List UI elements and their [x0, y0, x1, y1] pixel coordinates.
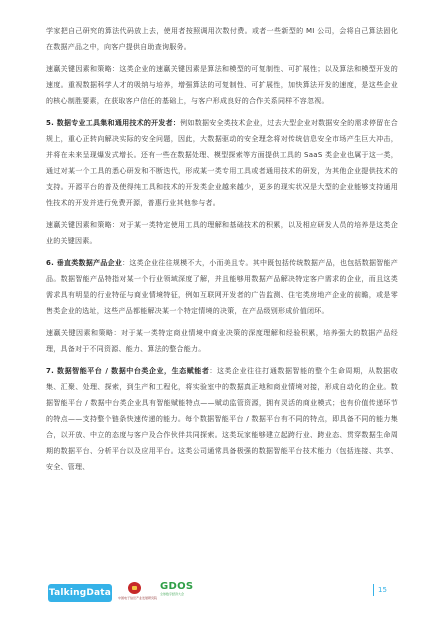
institute-logo-caption: 中国电子信息产业发展研究院	[118, 596, 158, 600]
paragraph-text: 速赢关键因素和策略：这类企业的速赢关键因素是算法和模型的可复制性、可扩展性；以及算法和模型开发的速度。重视数据科学人才的吸纳与培养，增强算法的可复制性、可扩展性，加快算法开发的速度，是这些企业的核心制胜要素，在获取客户信任的基础上，与客户形成良好的合作关系同样不容忽视。	[46, 65, 398, 105]
paragraph-1	[46, 23, 398, 55]
page-footer	[0, 576, 437, 620]
section-6-paragraph	[46, 255, 398, 319]
page-number: 15	[373, 584, 387, 596]
paragraph-text: 学家把自己研究的算法代码放上去，使用者按照调用次数付费。或者一些新型的 MI 公司，会将自己算法固化在数据产品之中，向客户提供自助查询服务。	[46, 27, 398, 51]
gdos-logo	[160, 581, 194, 607]
talkingdata-logo: TalkingData	[48, 584, 112, 602]
institute-emblem-icon	[128, 582, 141, 594]
paragraph-4	[46, 217, 398, 249]
paragraph-2	[46, 61, 398, 109]
section-7-paragraph	[46, 363, 398, 475]
paragraph-6	[46, 325, 398, 357]
gdos-logo-subtitle: 全球数字经济大会	[160, 592, 185, 596]
paragraph-text: 例如数据安全类技术企业，过去大型企业对数据安全的需求停留在合规上，重心正转向解决实际的安全问题，因此，大数据驱动的安全理念将对传统信息安全市场产生巨大冲击，并将在未来呈现爆发式增长。还有一些在数据处理、模型探索等方面提供工具的 SaaS 类企业也属于这一类，通过对某一个工具的悉心研发和不断迭代，形成某一类专用工具或者通用技术的研发，为其他企业提供技术的支持。开源平台的普及使得纯工具和技术的开发类企业越来越少，更多的现实状况是大型的企业能够支持通用性技术的开发并进行免费开源，普惠行业其他参与者。	[46, 119, 398, 207]
paragraph-text: ：这类企业往往打通数据智能的整个生命周期，从数据收集、汇聚、处理、探索，到生产和工程化，将实验室中的数据真正地和商业情境对接，形成自动化的企业。数据智能平台 / 数据中台类企业具有智能赋能特点——赋动监管资源，拥有灵活的商业模式；也有价值传递环节的特点——支持整个链条快速传递的能力。每个数据智能平台 / 数据平台有不同的特点，即具备不同的能力集合，以开放、中立的态度与客户及合作伙伴共同探索。这类玩家能够建立起跨行业、跨业态、贯穿数据生命周期的数据平台、分析平台以及应用平台。这类公司通常具备极强的数据智能平台技术能力（包括连接、共享、安全、管理、	[46, 367, 398, 471]
section-5-heading: 5. 数据专业工具集和通用技术的开发者：	[46, 119, 181, 127]
section-6-heading: 6. 垂直类数据产品企业	[46, 259, 123, 267]
paragraph-text: ：这类企业往往规模不大，小而美且专。其中既包括传统数据产品，也包括数据智能产品。数据智能产品特指对某一个行业领域深度了解，并且能够用数据产品解决特定客户需求的企业，而且这类需求具有明显的行业特征与商业情境特征，例如互联网开发者的广告监测、住宅类房地产企业的前瞻，或是零售类企业的选址，这些产品都能解决某一个特定情境的决策，在产品级别形成价值闭环。	[46, 259, 399, 315]
paragraph-text: 速赢关键因素和策略：对于某一类特定商业情境中商业决策的深度理解和经验积累，培养强大的数据产品经理，具备对于不同资源、能力、算法的整合能力。	[46, 329, 398, 353]
institute-logo	[118, 582, 158, 606]
section-7-heading: 7. 数据智能平台 / 数据中台类企业，生态赋能者	[46, 367, 210, 375]
paragraph-text: 速赢关键因素和策略：对于某一类特定使用工具的理解和基础技术的积累，以及相应研发人员的培养是这类企业的关键因素。	[46, 221, 398, 245]
document-body	[46, 23, 398, 475]
gdos-logo-mark: GDOS	[160, 581, 194, 592]
section-5-paragraph	[46, 115, 398, 211]
